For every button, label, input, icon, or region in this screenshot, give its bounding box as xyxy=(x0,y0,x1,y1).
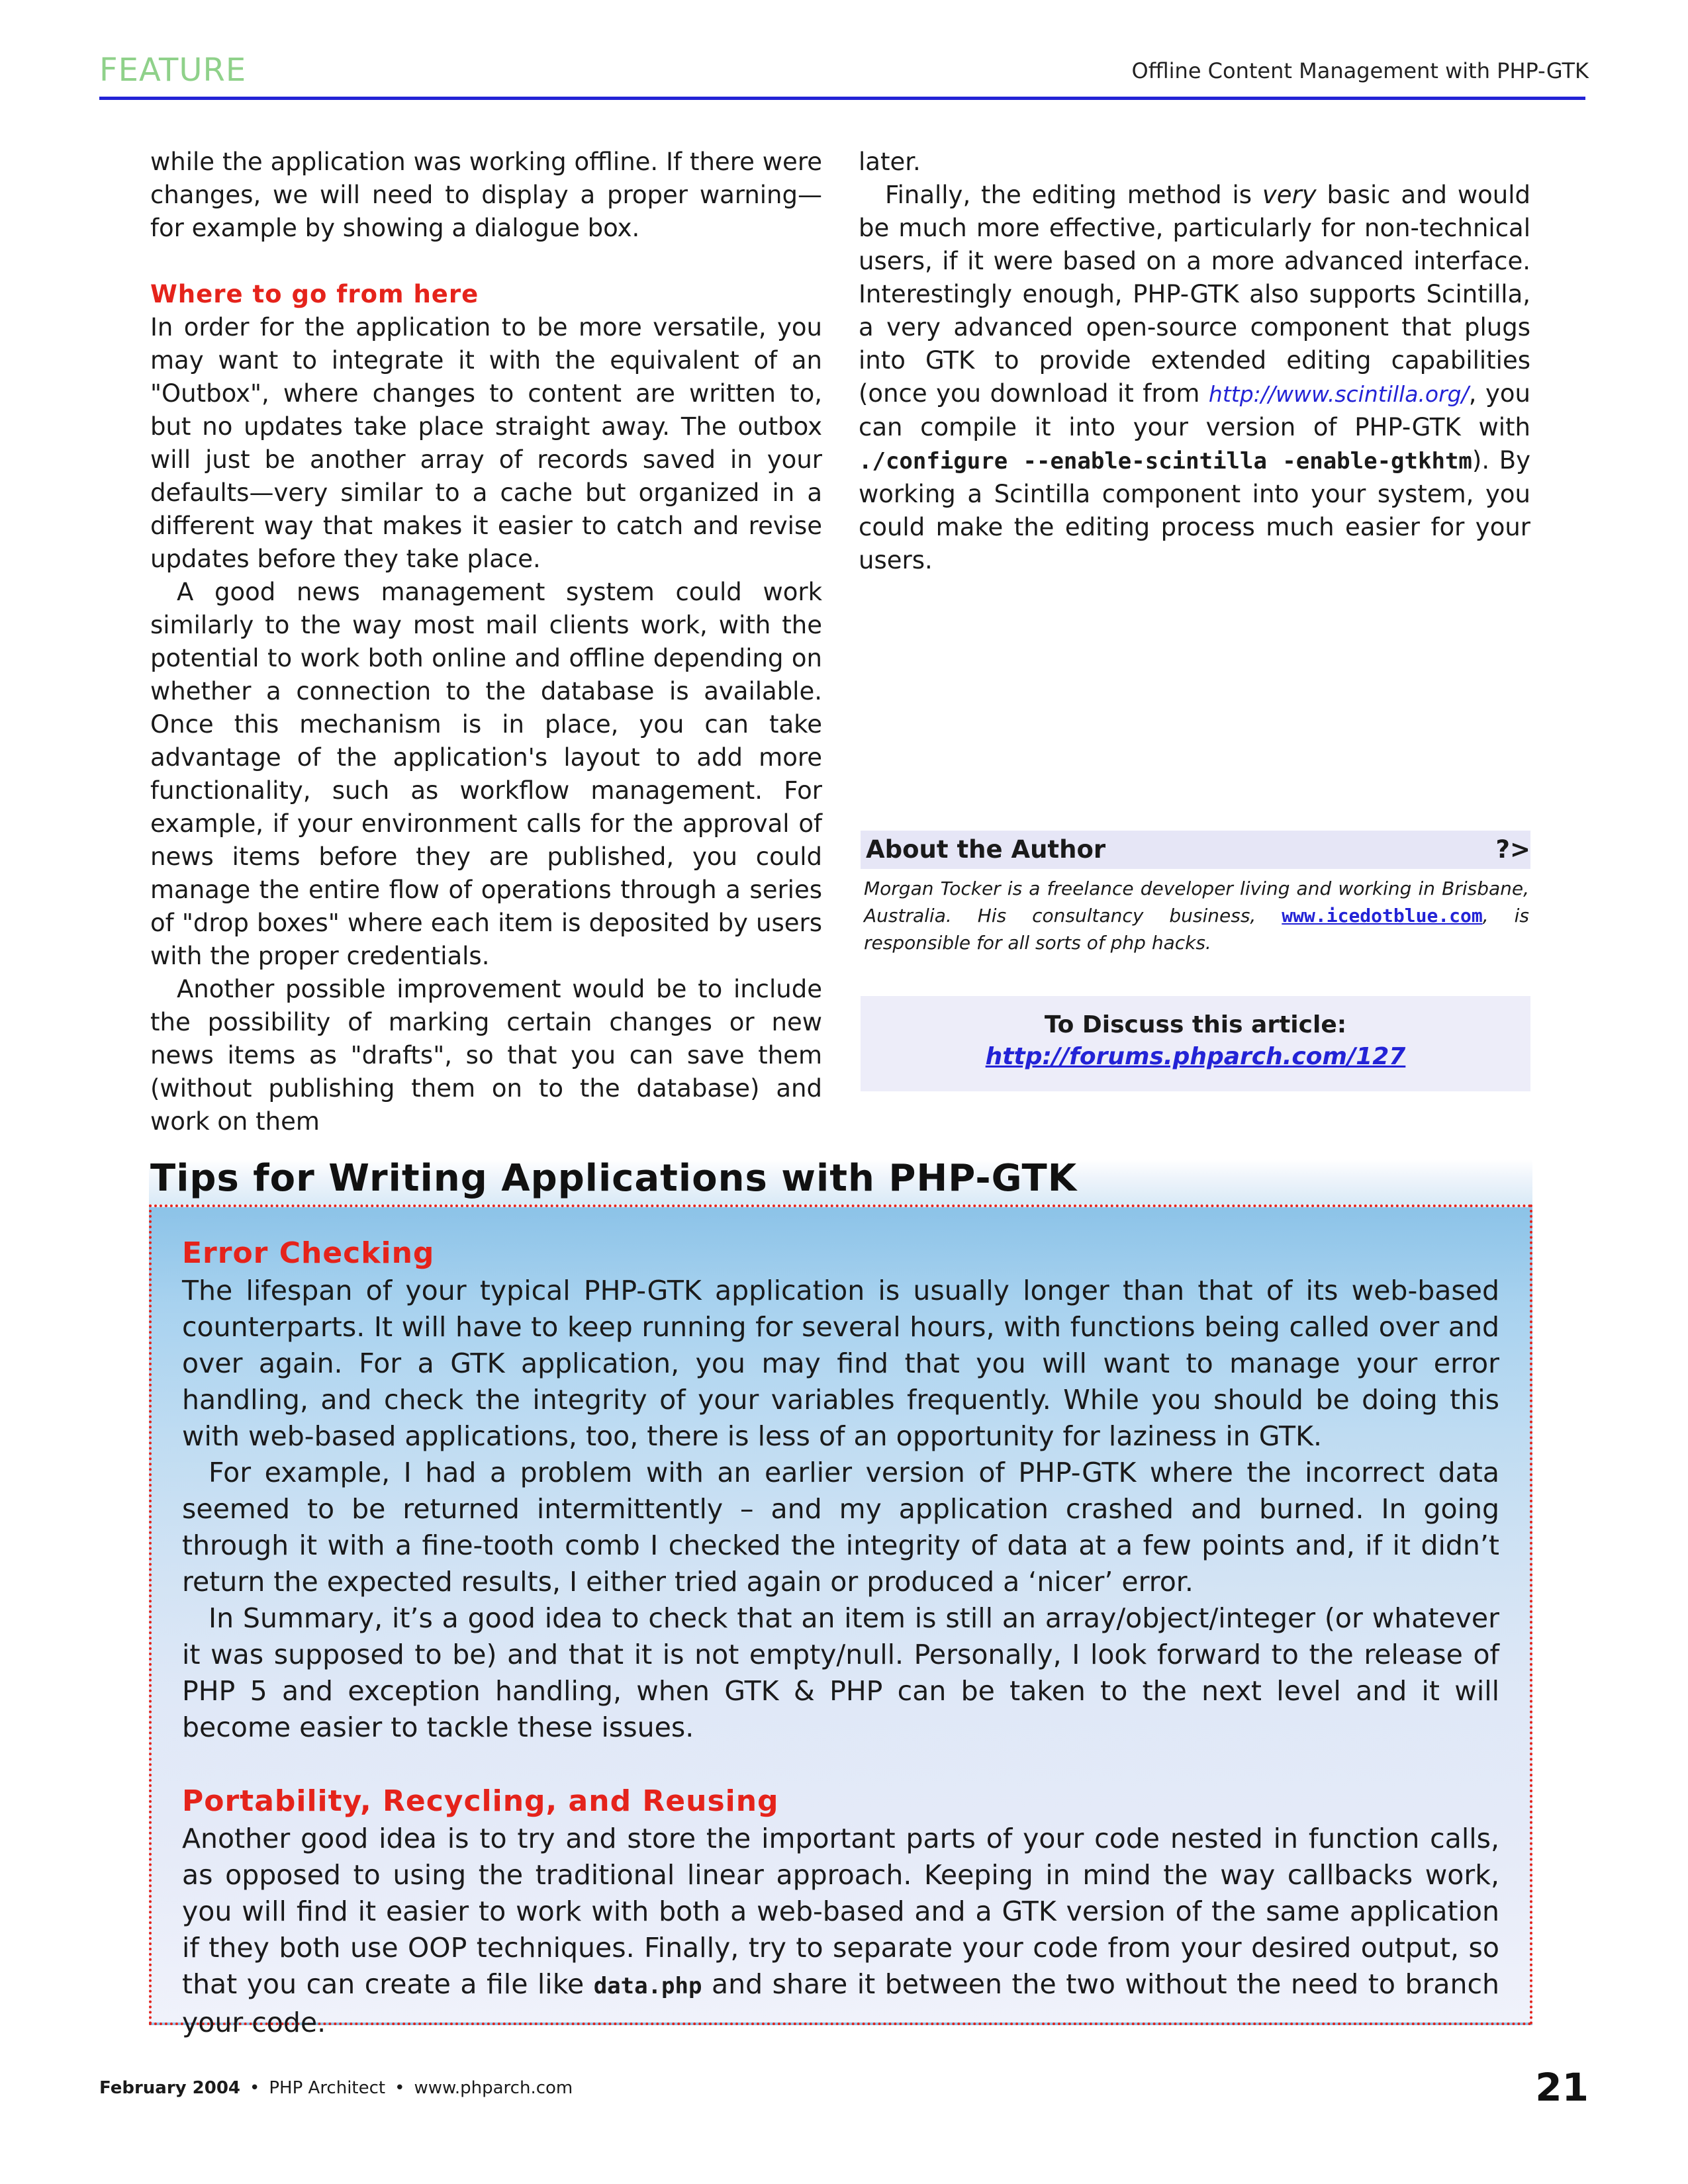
about-author-body xyxy=(864,875,1529,956)
footer-date: February 2004 xyxy=(99,2078,241,2098)
author-website-link[interactable]: www.icedotblue.com xyxy=(1282,905,1483,927)
text-run: , is responsible for all sorts of php hacks. xyxy=(864,905,1529,954)
right-column xyxy=(859,146,1530,577)
text-run: basic and would be much more effective, particularly for non-technical users, if it were based on a more advanced interface. Interestingly enough, PHP-GTK also supports Scintilla, a very advanced open-source component that plugs into GTK to provide extended editing capabilities (once you download it from xyxy=(859,181,1530,408)
page-number: 21 xyxy=(1535,2065,1589,2110)
forum-link[interactable]: http://forums.phparch.com/127 xyxy=(985,1043,1406,1070)
text-run: and share it between the two without the need to branch your code. xyxy=(182,1968,1499,2038)
section-label: FEATURE xyxy=(99,52,247,89)
text-run: Another good idea is to try and store the important parts of your code nested in function calls, as opposed to using the traditional linear approach. Keeping in mind the way callbacks work, you will find it easier to work with both a web-based and a GTK version of the same application if they both use OOP techniques. Finally, try to separate your code from your desired output, so that you can create a file like xyxy=(182,1823,1499,2000)
bullet-separator: • xyxy=(250,2078,260,2098)
footer-website: www.phparch.com xyxy=(414,2078,573,2098)
running-title: Offline Content Management with PHP-GTK xyxy=(1131,58,1589,83)
paragraph: For example, I had a problem with an earlier version of PHP-GTK where the incorrect data seemed to be returned intermittently – and my application crashed and burned. In going through it with a fine-tooth comb I checked the integrity of data at a few points and, if it didn’t return the expected results, I either tried again or produced a ‘nicer’ error. xyxy=(182,1457,1499,1598)
filename-code: data.php xyxy=(593,1973,702,1999)
paragraph: Another possible improvement would be to include the possibility of marking certain changes or new news items as "drafts", so that you can save them (without publishing them on to the database) and work on them xyxy=(150,975,822,1136)
text-run: Morgan Tocker is a freelance developer living and working in Brisbane, Australia. His consultancy business, xyxy=(864,878,1529,927)
section-heading: Where to go from here xyxy=(150,280,479,308)
php-close-tag: ?> xyxy=(1495,835,1530,864)
text-run: Finally, the editing method is xyxy=(885,181,1262,209)
text-run: ). By working a Scintilla component into your system, you could make the editing process much easier for your users. xyxy=(859,446,1530,574)
paragraph: In Summary, it’s a good idea to check that an item is still an array/object/integer (or whatever it was supposed to be) and that it is not empty/null. Personally, I look forward to the release of PHP 5 and exception handling, when GTK & PHP can be taken to the next level and it will become easier to tackle these issues. xyxy=(182,1602,1499,1743)
tips-content xyxy=(182,1234,1499,2041)
discuss-label: To Discuss this article: xyxy=(1044,1011,1347,1038)
paragraph xyxy=(859,179,1530,577)
tips-heading-error-checking: Error Checking xyxy=(182,1236,435,1270)
header-rule xyxy=(99,97,1585,100)
footer xyxy=(99,2078,573,2098)
left-column xyxy=(150,146,822,1138)
scintilla-link[interactable]: http://www.scintilla.org/ xyxy=(1208,381,1469,407)
bullet-separator: • xyxy=(395,2078,405,2098)
paragraph xyxy=(182,1821,1499,2041)
paragraph: while the application was working offline. If there were changes, we will need to display a proper warning—for example by showing a dialogue box. xyxy=(150,148,822,242)
text-run: , you can compile it into your version of PHP-GTK with xyxy=(859,379,1530,441)
tips-title: Tips for Writing Applications with PHP-GTK xyxy=(150,1157,1078,1200)
tips-heading-portability: Portability, Recycling, and Reusing xyxy=(182,1784,779,1818)
footer-publication: PHP Architect xyxy=(269,2078,386,2098)
paragraph: later. xyxy=(859,148,921,176)
configure-command: ./configure --enable-scintilla -enable-gtkhtm xyxy=(859,448,1472,475)
paragraph: In order for the application to be more versatile, you may want to integrate it with the equivalent of an "Outbox", where changes to content are written to, but no updates take place straight away. The outbox will just be another array of records saved in your defaults—very similar to a cache but organized in a different way that makes it easier to catch and revise updates before they take place. xyxy=(150,313,822,573)
paragraph: A good news management system could work similarly to the way most mail clients work, with the potential to work both online and offline depending on whether a connection to the database is available. Once this mechanism is in place, you can take advantage of the application's layout to add more functionality, such as workflow management. For example, if your environment calls for the approval of news items before they are published, you could manage the entire flow of operations through a series of "drop boxes" where each item is deposited by users with the proper credentials. xyxy=(150,578,822,970)
paragraph: The lifespan of your typical PHP-GTK application is usually longer than that of its web-based counterparts. It will have to keep running for several hours, with functions being called over and over again. For a GTK application, you may find that you will want to manage your error handling, and check the integrity of your variables frequently. While you should be doing this with web-based applications, too, there is less of an opportunity for laziness in GTK. xyxy=(182,1275,1499,1452)
emphasis: very xyxy=(1262,181,1317,209)
about-author-title: About the Author xyxy=(866,835,1106,864)
